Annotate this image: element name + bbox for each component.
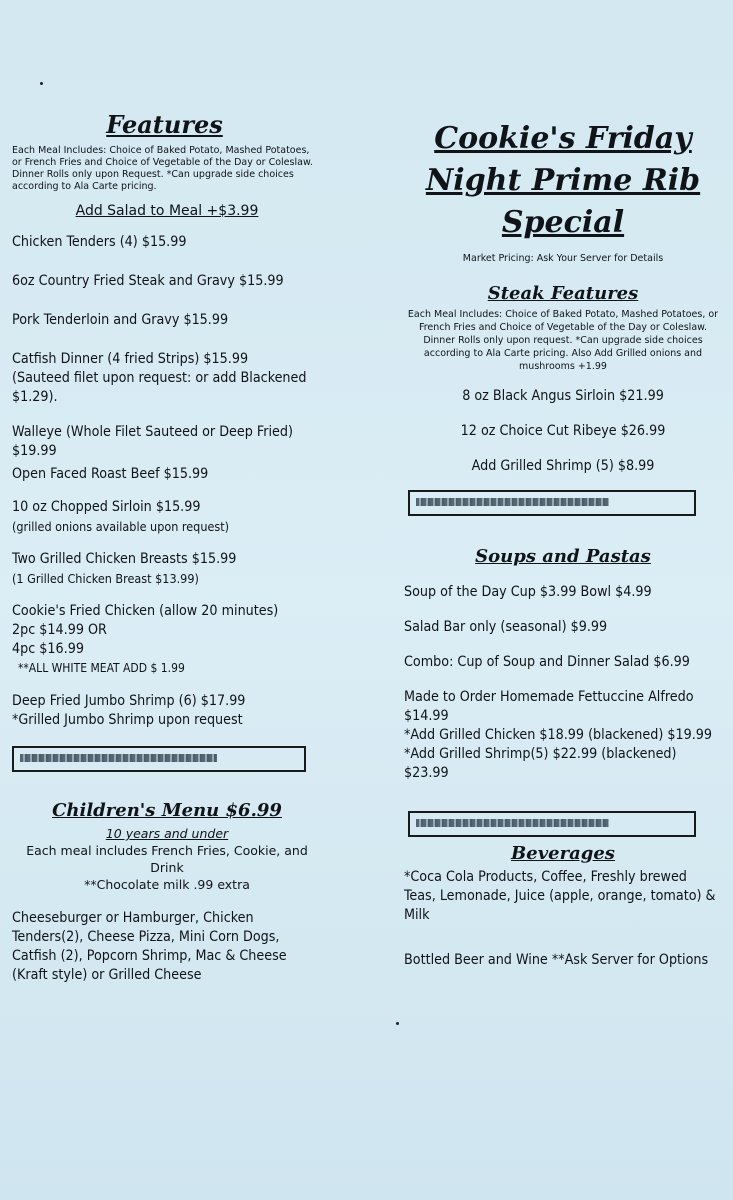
- features-heading: Features: [106, 110, 223, 139]
- soups-pastas-heading: Soups and Pastas: [475, 546, 651, 567]
- menu-item: Two Grilled Chicken Breasts $15.99: [12, 551, 237, 567]
- add-salad-text: Add Salad to Meal +$3.99: [75, 203, 259, 219]
- soup-item: Salad Bar only (seasonal) $9.99: [404, 619, 608, 635]
- childrens-chocolate-milk: **Chocolate milk .99 extra: [84, 877, 250, 892]
- soup-item: *Add Grilled Shrimp(5) $22.99 (blackened) $23.99: [404, 746, 677, 781]
- steak-item: 12 oz Choice Cut Ribeye $26.99: [460, 423, 666, 439]
- soup-item: Made to Order Homemade Fettuccine Alfredo $14.99: [404, 689, 694, 724]
- beverage-item: *Coca Cola Products, Coffee, Freshly brewed Teas, Lemonade, Juice (apple, orange, tomato) & Milk: [404, 869, 716, 923]
- beverage-item: Bottled Beer and Wine **Ask Server for Options: [404, 952, 709, 968]
- menu-item: Cookie's Fried Chicken (allow 20 minutes): [12, 603, 279, 619]
- menu-item: 4pc $16.99: [12, 641, 84, 657]
- soup-item: Soup of the Day Cup $3.99 Bowl $4.99: [404, 584, 652, 600]
- menu-item-note: (1 Grilled Chicken Breast $13.99): [12, 571, 199, 586]
- menu-item: 2pc $14.99 OR: [12, 622, 107, 638]
- menu-item: *Grilled Jumbo Shrimp upon request: [12, 712, 243, 728]
- childrens-includes: Each meal includes French Fries, Cookie, and Drink: [26, 843, 308, 875]
- menu-item: Catfish Dinner (4 fried Strips) $15.99: [12, 351, 249, 367]
- beverages-heading: Beverages: [511, 843, 615, 864]
- divider: [12, 746, 306, 772]
- divider: [408, 811, 696, 837]
- menu-item: Open Faced Roast Beef $15.99: [12, 466, 209, 482]
- menu-item: Deep Fried Jumbo Shrimp (6) $17.99: [12, 693, 246, 709]
- childrens-age: 10 years and under: [105, 826, 229, 841]
- special-title: Cookie's Friday Night Prime Rib Special: [425, 121, 701, 240]
- features-description: Each Meal Includes: Choice of Baked Potato, Mashed Potatoes, or French Fries and Choice of Vegetable of the Day or Coleslaw. Dinner Rolls only upon Request. *Can upgrade side choices according to Ala Carte pricing.: [12, 145, 313, 192]
- menu-item-note: (grilled onions available upon request): [12, 519, 230, 534]
- menu-item: 6oz Country Fried Steak and Gravy $15.99: [12, 273, 284, 289]
- steak-item: 8 oz Black Angus Sirloin $21.99: [462, 388, 664, 404]
- menu-item-note: (Sauteed filet upon request: or add Blackened $1.29).: [12, 370, 307, 405]
- menu-item: Walleye (Whole Filet Sauteed or Deep Fried) $19.99: [12, 424, 293, 459]
- childrens-items: Cheeseburger or Hamburger, Chicken Tenders(2), Cheese Pizza, Mini Corn Dogs, Catfish (2), Popcorn Shrimp, Mac & Cheese (Kraft style) or Grilled Cheese: [12, 910, 287, 983]
- divider: [408, 490, 696, 516]
- speck: [396, 1022, 399, 1025]
- soup-item: Combo: Cup of Soup and Dinner Salad $6.99: [404, 654, 690, 670]
- menu-item-note: **ALL WHITE MEAT ADD $ 1.99: [18, 661, 185, 675]
- right-column: [404, 118, 722, 970]
- speck: [40, 82, 43, 85]
- menu-item: 10 oz Chopped Sirloin $15.99: [12, 499, 201, 515]
- childrens-menu-heading: Children's Menu $6.99: [52, 800, 282, 821]
- soup-item: *Add Grilled Chicken $18.99 (blackened) $19.99: [404, 727, 713, 743]
- menu-item: Pork Tenderloin and Gravy $15.99: [12, 312, 229, 328]
- left-column: [12, 110, 322, 985]
- steak-description: Each Meal Includes: Choice of Baked Potato, Mashed Potatoes, or French Fries and Choice of Vegetable of the Day or Coleslaw. Dinner Rolls only upon request. *Can upgrade side choices according to Ala Carte pricing. Also Add Grilled onions and mushrooms +1.99: [407, 309, 719, 372]
- steak-features-heading: Steak Features: [487, 283, 639, 304]
- steak-item: Add Grilled Shrimp (5) $8.99: [471, 458, 655, 474]
- market-pricing: Market Pricing: Ask Your Server for Details: [462, 253, 664, 264]
- menu-item: Chicken Tenders (4) $15.99: [12, 234, 187, 250]
